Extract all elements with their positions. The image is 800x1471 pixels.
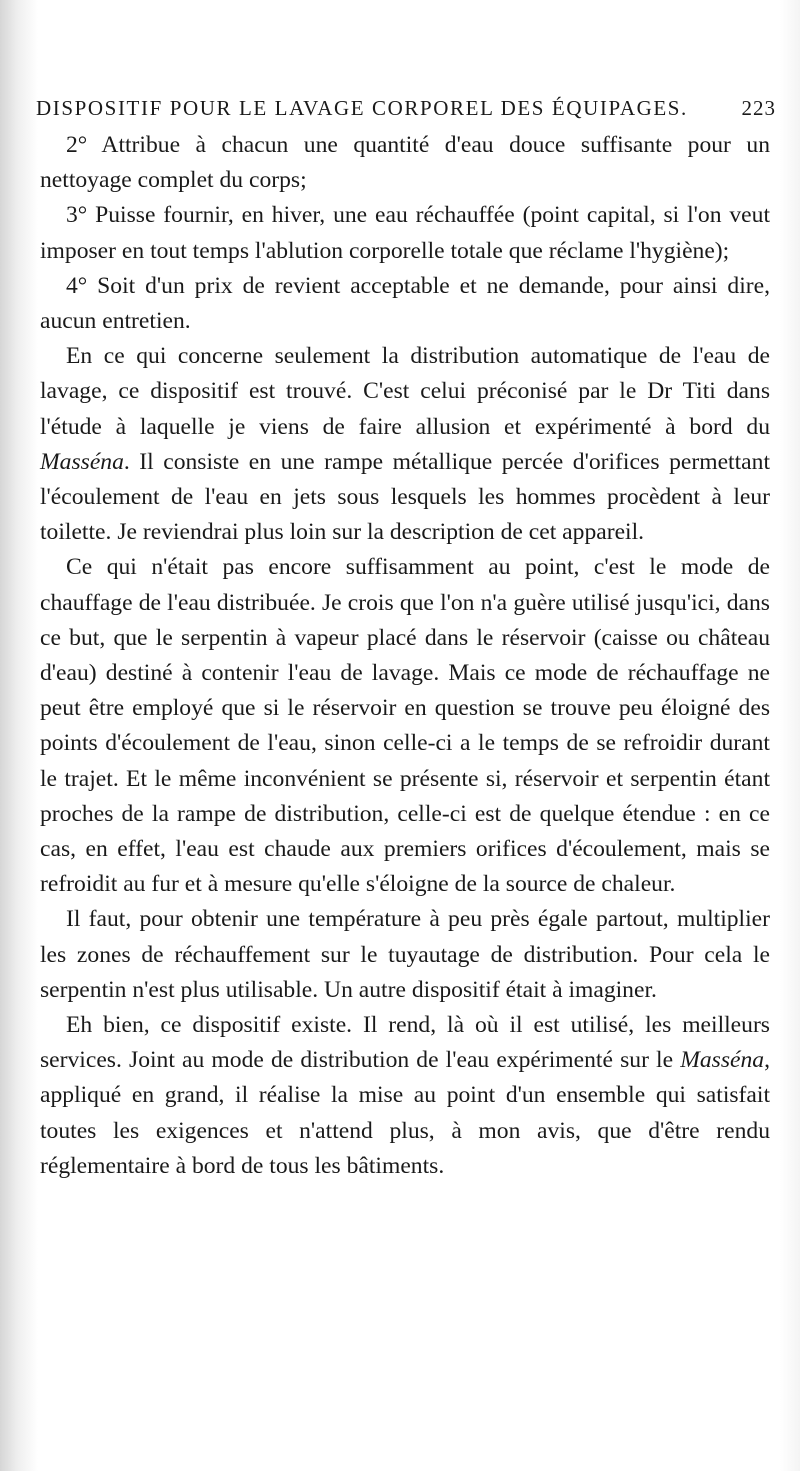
paragraph-temperature [40,902,770,1008]
paragraph-condition-2 [40,128,770,198]
paragraph-text: Il faut, pour obtenir une température à peu près égale partout, multiplier les zones de réchauffement sur le tuyautage de distribution. Pour cela le serpentin n'est plus utilisable. Un autre dispositif était à imaginer. [40,906,770,1003]
paragraph-text: 3° Puisse fournir, en hiver, une eau réchauffée (point capital, si l'on veut imposer en tout temps l'ablution corporelle totale que réclame l'hygiène); [40,202,770,264]
paragraph-distribution [40,339,770,550]
ship-name-massena: Masséna [40,448,124,475]
body-text [40,128,770,1184]
ship-name-massena: Masséna [680,1047,765,1074]
paragraph-dispositif [40,1008,770,1184]
paragraph-text: Ce qui n'était pas encore suffisamment au point, c'est le mode de chauffage de l'eau distribuée. Je crois que l'on n'a guère utilisé jusqu'ici, dans ce but, que le serpentin à vapeur placé dans le réservoir (caisse ou château d'eau) destiné à contenir l'eau de lavage. Mais ce mode de réchauffage ne peut être employé que si le réservoir en question se trouve peu éloigné des points d'écoulement de l'eau, sinon celle-ci a le temps de se refroidir durant le trajet. Et le même inconvénient se présente si, réservoir et serpentin étant proches de la rampe de distribution, celle-ci est de quelque étendue : en ce cas, en effet, l'eau est chaude aux premiers orifices d'écoulement, mais se refroidit au fur et à mesure qu'elle s'éloigne de la source de chaleur. [40,554,770,898]
page-number: 223 [741,96,776,120]
paragraph-text: . Il consiste en une rampe métallique percée d'orifices permettant l'écoulement de l'eau en jets sous lesquels les hommes procèdent à leur toilette. Je reviendrai plus loin sur la description de cet appareil. [40,448,770,546]
paragraph-text: 4° Soit d'un prix de revient acceptable et ne demande, pour ainsi dire, aucun entretien. [40,272,770,335]
paragraph-text: Eh bien, ce dispositif existe. Il rend, là où il est utilisé, les meilleurs services. Joint au mode de distribution de l'eau expérimenté sur le [40,1012,770,1074]
running-title: DISPOSITIF POUR LE LAVAGE CORPOREL DES ÉQUIPAGES. [36,96,688,120]
paragraph-condition-4 [40,269,770,339]
paragraph-text: 2° Attribue à chacun une quantité d'eau douce suffisante pour un nettoyage complet du corps; [40,132,770,194]
paragraph-text: , appliqué en grand, il réalise la mise au point d'un ensemble qui satisfait toutes les exigences et n'attend plus, à mon avis, que d'être rendu réglementaire à bord de tous les bâtiments. [40,1047,770,1179]
page-header [36,96,776,121]
paragraph-chauffage [40,550,770,902]
paragraph-text: En ce qui concerne seulement la distribution automatique de l'eau de lavage, ce dispositif est trouvé. C'est celui préconisé par le Dr Titi dans l'étude à laquelle je viens de faire allusion et expérimenté à bord du [40,343,770,440]
paragraph-condition-3 [40,198,770,268]
